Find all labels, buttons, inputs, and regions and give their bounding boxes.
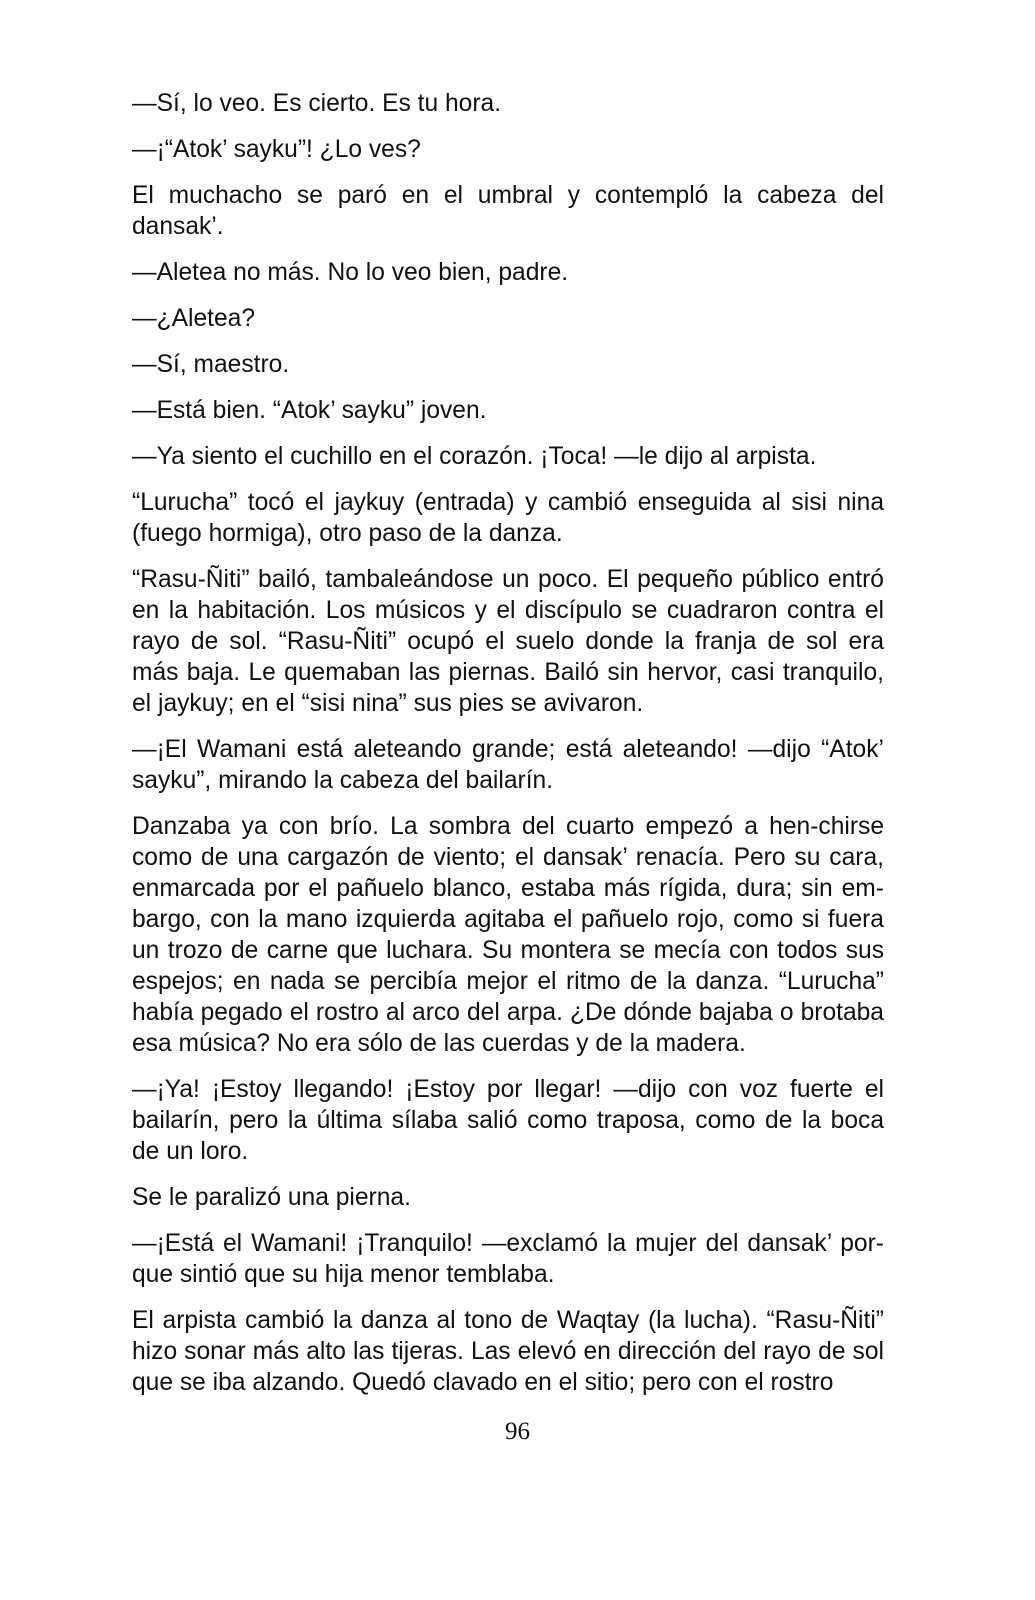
paragraph: —¡Está el Wamani! ¡Tranquilo! —exclamó la mujer del dansak’ porque sintió que su hija menor temblaba. [132, 1230, 884, 1288]
paragraph: Se le paralizó una pierna. [132, 1184, 411, 1211]
paragraph: —¡El Wamani está aleteando grande; está aleteando! —dijo “Atok’ sayku”, mirando la cabeza del bailarín. [132, 736, 884, 794]
paragraph: “Lurucha” tocó el jaykuy (entrada) y cambió enseguida al sisi nina (fuego hormiga), otro paso de la danza. [132, 489, 884, 547]
paragraph: “Rasu-Ñiti” bailó, tambaleándose un poco. El pequeño público entró en la habitación. Los músicos y el discípulo se cuadraron contra el rayo de sol. “Rasu-Ñiti” ocupó el suelo donde la franja de sol era más baja. Le quemaban las piernas. Bailó sin hervor, casi tranquilo, el jaykuy; en el “sisi nina” sus pies se avivaron. [132, 566, 884, 717]
paragraph: Danzaba ya con brío. La sombra del cuarto empezó a hen-chirse como de una cargazón de viento; el dansak’ renacía. Pero su cara, enmarcada por el pañuelo blanco, estaba más rígida, dura; sin embargo, con la mano izquierda agitaba el pañuelo rojo, como si fuera un trozo de carne que luchara. Su montera se mecía con todos sus espejos; en nada se percibía mejor el ritmo de la danza. “Lurucha” había pegado el rostro al arco del arpa. ¿De dónde bajaba o brotaba esa música? No era sólo de las cuerdas y de la madera. [132, 813, 884, 1057]
paragraph: —Sí, lo veo. Es cierto. Es tu hora. [132, 90, 502, 117]
page-number: 96 [505, 1418, 530, 1445]
paragraph: El muchacho se paró en el umbral y contempló la cabeza del dansak’. [132, 182, 884, 240]
paragraph: —Está bien. “Atok’ sayku” joven. [132, 397, 487, 424]
paragraph: —¡“Atok’ sayku”! ¿Lo ves? [132, 136, 421, 163]
paragraph: El arpista cambió la danza al tono de Waqtay (la lucha). “Rasu-Ñiti” hizo sonar más alto las tijeras. Las elevó en dirección del rayo de sol que se iba alzando. Quedó clavado en el sitio; pero con el rostro [132, 1307, 884, 1396]
paragraph: —Sí, maestro. [132, 351, 290, 378]
page-body [132, 88, 884, 1413]
paragraph: —¿Aletea? [132, 305, 256, 332]
paragraph: —Ya siento el cuchillo en el corazón. ¡Toca! —le dijo al arpista. [132, 443, 817, 470]
paragraph: —¡Ya! ¡Estoy llegando! ¡Estoy por llegar! —dijo con voz fuerte el bailarín, pero la última sílaba salió como traposa, como de la boca de un loro. [132, 1076, 884, 1165]
paragraph: —Aletea no más. No lo veo bien, padre. [132, 259, 569, 286]
